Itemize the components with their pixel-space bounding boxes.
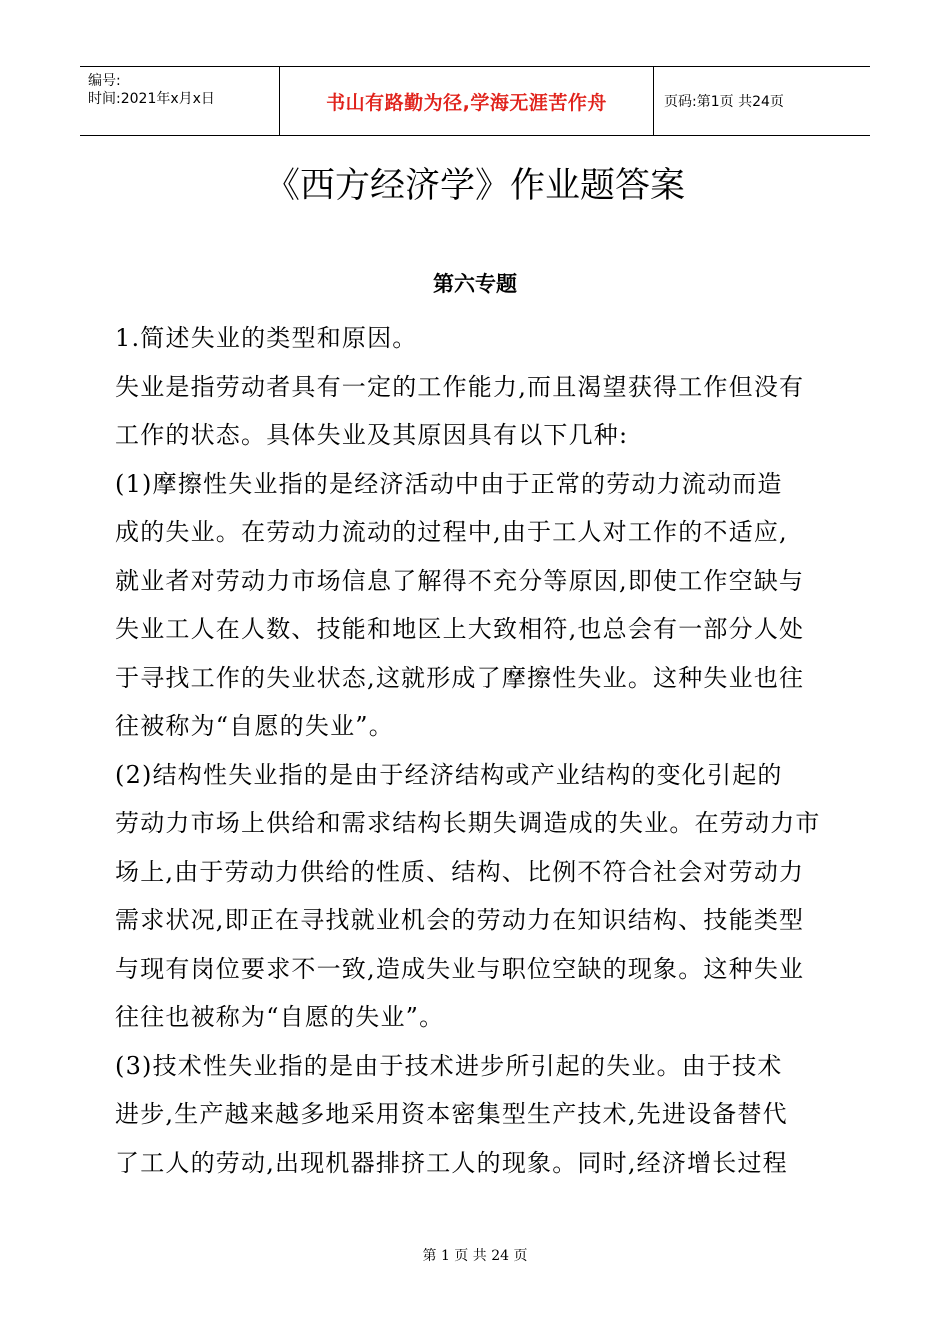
- text-line: (1)摩擦性失业指的是经济活动中由于正常的劳动力流动而造: [115, 469, 783, 498]
- text-line: 进步,生产越来越多地采用资本密集型生产技术,先进设备替代: [115, 1100, 788, 1128]
- header-meta: [80, 67, 280, 135]
- text-line: 需求状况,即正在寻找就业机会的劳动力在知识结构、技能类型: [115, 906, 805, 934]
- text-line: 往往也被称为“自愿的失业”。: [115, 1003, 445, 1031]
- page-footer: 第 1 页 共 24 页: [422, 1248, 528, 1264]
- text-line: 失业是指劳动者具有一定的工作能力,而且渴望获得工作但没有: [115, 372, 805, 401]
- body-text: [115, 314, 837, 1187]
- text-line: 工作的状态。具体失业及其原因具有以下几种:: [115, 421, 629, 449]
- header-page-info: 页码:第1页 共24页: [664, 94, 784, 110]
- header-motto: 书山有路勤为径,学海无涯苦作舟: [280, 67, 654, 135]
- text-line: 失业工人在人数、技能和地区上大致相符,也总会有一部分人处: [115, 615, 805, 643]
- text-line: (3)技术性失业指的是由于技术进步所引起的失业。由于技术: [115, 1051, 783, 1080]
- text-line: 场上,由于劳动力供给的性质、结构、比例不符合社会对劳动力: [115, 857, 805, 886]
- section-title: 第六专题: [433, 272, 517, 296]
- text-line: 成的失业。在劳动力流动的过程中,由于工人对工作的不适应,: [115, 518, 788, 546]
- text-line: 劳动力市场上供给和需求结构长期失调造成的失业。在劳动力市: [115, 809, 821, 837]
- text-line: 就业者对劳动力市场信息了解得不充分等原因,即使工作空缺与: [115, 566, 805, 595]
- text-line: (2)结构性失业指的是由于经济结构或产业结构的变化引起的: [115, 760, 783, 789]
- document-header: [80, 66, 870, 136]
- text-line: 了工人的劳动,出现机器排挤工人的现象。同时,经济增长过程: [115, 1148, 788, 1177]
- time-label: 时间:2021年x月x日: [88, 91, 215, 107]
- number-label: 编号:: [88, 73, 121, 89]
- text-line: 于寻找工作的失业状态,这就形成了摩擦性失业。这种失业也往: [115, 663, 805, 692]
- text-line: 往被称为“自愿的失业”。: [115, 712, 394, 740]
- text-line: 与现有岗位要求不一致,造成失业与职位空缺的现象。这种失业: [115, 954, 805, 983]
- document-title: 《西方经济学》作业题答案: [264, 166, 685, 206]
- text-line: 1.简述失业的类型和原因。: [115, 324, 418, 352]
